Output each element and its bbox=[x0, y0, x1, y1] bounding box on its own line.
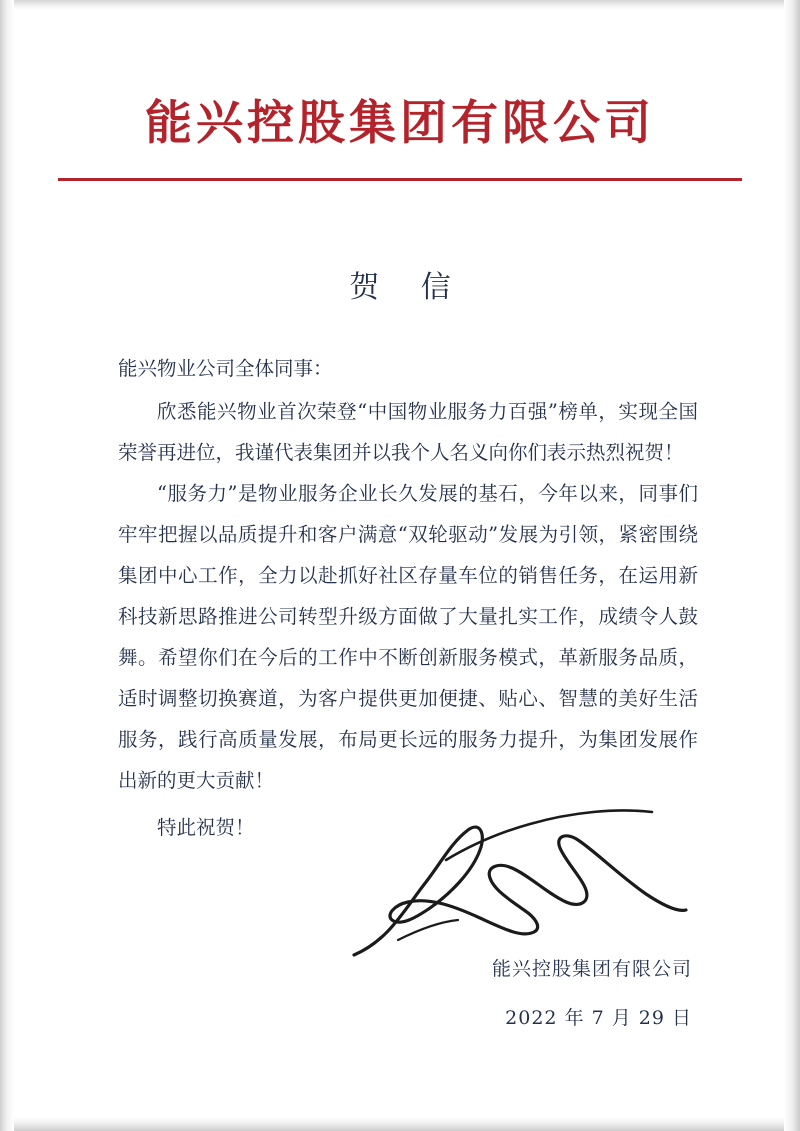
salutation: 能兴物业公司全体同事： bbox=[118, 357, 333, 380]
signature-area bbox=[294, 800, 694, 1030]
letterhead-company-name: 能兴控股集团有限公司 bbox=[145, 96, 655, 151]
letterhead-divider bbox=[58, 178, 742, 181]
body-paragraph-1: 欣悉能兴物业首次荣登“中国物业服务力百强”榜单，实现全国荣誉再进位，我谨代表集团并以我个人名义向你们表示热烈祝贺！ bbox=[118, 400, 698, 464]
letter-body bbox=[118, 348, 698, 848]
handwritten-signature-icon bbox=[334, 790, 694, 980]
signature-company: 能兴控股集团有限公司 bbox=[491, 958, 692, 980]
signature-date: 2022 年 7 月 29 日 bbox=[505, 1007, 692, 1029]
body-paragraph-2: “服务力”是物业服务企业长久发展的基石，今年以来，同事们牢牢把握以品质提升和客户满意“双轮驱动”发展为引领，紧密围绕集团中心工作，全力以赴抓好社区存量车位的销售任务，在运用新科技新思路推进公司转型升级方面做了大量扎实工作，成绩令人鼓舞。希望你们在今后的工作中不断创新服务模式，革新服务品质，适时调整切换赛道，为客户提供更加便捷、贴心、智慧的美好生活服务，践行高质量发展，布局更长远的服务力提升，为集团发展作出新的更大贡献！ bbox=[118, 482, 698, 792]
page-title: 贺 信 bbox=[349, 270, 467, 305]
paper-edge-bottom bbox=[0, 1117, 800, 1131]
paper-edge-top bbox=[0, 0, 800, 10]
signature-block bbox=[492, 954, 692, 1030]
closing-line: 特此祝贺！ bbox=[157, 816, 255, 839]
letterhead bbox=[0, 96, 800, 181]
